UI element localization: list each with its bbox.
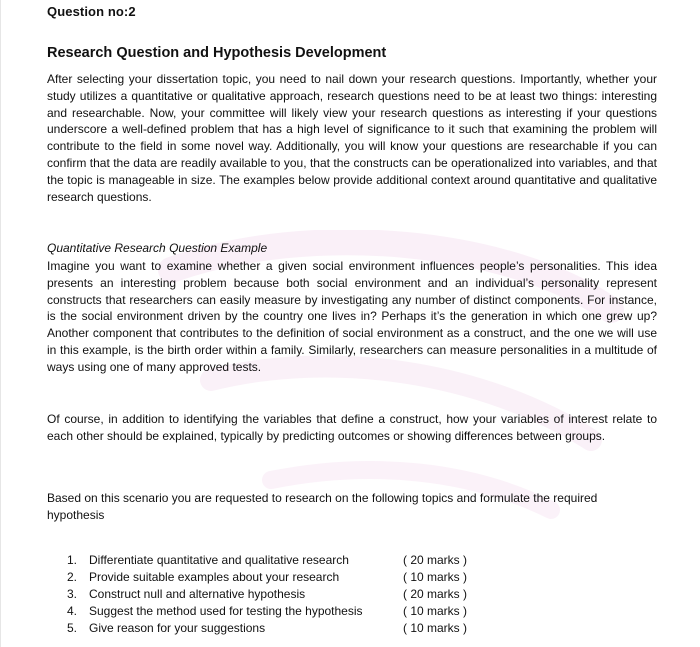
task-number: 2. <box>67 570 78 584</box>
task-item <box>67 586 467 603</box>
task-number: 1. <box>67 553 78 567</box>
task-text: Provide suitable examples about your research <box>89 570 340 584</box>
task-item <box>67 552 467 569</box>
task-list <box>67 552 467 637</box>
task-item <box>67 620 467 637</box>
task-text: Construct null and alternative hypothesis <box>89 587 306 601</box>
task-item <box>67 569 467 586</box>
task-marks: ( 10 marks ) <box>403 604 468 618</box>
example-title: Quantitative Research Question Example <box>47 241 268 255</box>
task-text: Suggest the method used for testing the hypothesis <box>89 604 363 618</box>
scenario-paragraph: Based on this scenario you are requested to research on the following topics and formulate the required hypothesis <box>47 491 598 522</box>
task-marks: ( 10 marks ) <box>403 570 468 584</box>
task-number: 4. <box>67 604 78 618</box>
ofcourse-paragraph: Of course, in addition to identifying the variables that define a construct, how your variables of interest relate to each other should be explained, typically by predicting outcomes or showing differences between groups. <box>47 412 657 443</box>
task-text: Give reason for your suggestions <box>89 621 266 635</box>
task-marks: ( 20 marks ) <box>403 553 468 567</box>
task-marks: ( 10 marks ) <box>403 621 468 635</box>
task-number: 5. <box>67 621 78 635</box>
section-heading: Research Question and Hypothesis Development <box>47 45 387 61</box>
task-marks: ( 20 marks ) <box>403 587 468 601</box>
intro-paragraph: After selecting your dissertation topic, you need to nail down your research questions. Importantly, whether your study utilizes a quantitative or qualitative approach, research questions need to be at least two things: interesting and researchable. Now, your committee will likely view your research questions as interesting if your questions underscore a well-defined problem that has a high level of significance to it such that examining the problem will contribute to the field in some novel way. Additionally, you will know your questions are researchable if you can confirm that the data are readily available to you, that the constructs can be operationalized into variables, and that the topic is manageable in size. The examples below provide additional context around quantitative and qualitative research questions. <box>47 72 657 204</box>
task-item <box>67 603 467 620</box>
example-paragraph: Imagine you want to examine whether a given social environment influences people’s personalities. This idea presents an interesting problem because both social environment and an individual’s personality represent constructs that researchers can easily measure by investigating any number of distinct components. For instance, is the social environment driven by the country one lives in? Perhaps it’s the generation in which one grew up? Another component that contributes to the definition of social environment as a construct, and the one we will use in this example, is the birth order within a family. Similarly, researchers can measure personalities in a multitude of ways using one of many approved tests. <box>47 259 657 374</box>
question-number: Question no:2 <box>47 4 136 19</box>
task-text: Differentiate quantitative and qualitative research <box>89 553 349 567</box>
task-number: 3. <box>67 587 78 601</box>
